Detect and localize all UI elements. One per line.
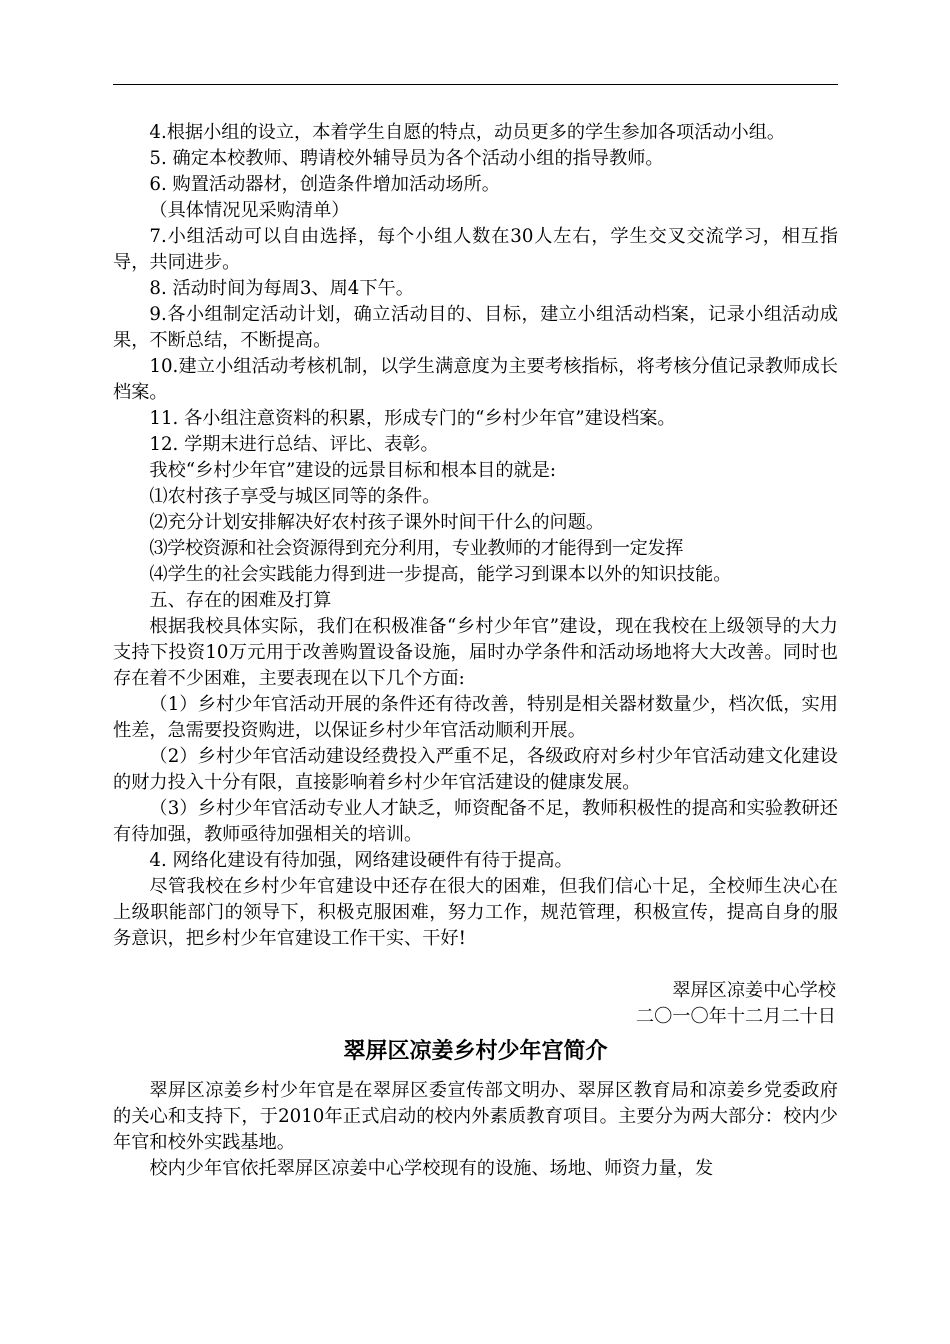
- paragraph: 翠屏区凉姜乡村少年官是在翠屏区委宣传部文明办、翠屏区教育局和凉姜乡党委政府的关心和支持下，于2010年正式启动的校内外素质教育项目。主要分为两大部分：校内少年官和校外实践基地。: [113, 1080, 838, 1153]
- section-title: 翠屏区凉姜乡村少年宫简介: [343, 1039, 608, 1064]
- paragraph: 我校“乡村少年官”建设的远景目标和根本目的就是:: [149, 460, 557, 481]
- signature-date: 二〇一〇年十二月二十日: [635, 1006, 836, 1027]
- paragraph: 7.小组活动可以自由选择，每个小组人数在30人左右，学生交叉交流学习，相互指导，共同进步。: [113, 226, 838, 273]
- list-item: ⑶学校资源和社会资源得到充分利用，专业教师的才能得到一定发挥: [149, 538, 684, 559]
- paragraph: 6. 购置活动器材，创造条件增加活动场所。: [149, 174, 500, 195]
- list-item: ⑷学生的社会实践能力得到进一步提高，能学习到课本以外的知识技能。: [149, 564, 732, 585]
- paragraph: 11. 各小组注意资料的积累，形成专门的“乡村少年官”建设档案。: [149, 408, 676, 429]
- section-heading: 五、存在的困难及打算: [149, 590, 332, 611]
- paragraph: （3）乡村少年官活动专业人才缺乏，师资配备不足，教师积极性的提高和实验教研还有待加强，教师亟待加强相关的培训。: [113, 798, 838, 845]
- paragraph: 5. 确定本校教师、聘请校外辅导员为各个活动小组的指导教师。: [149, 148, 664, 169]
- paragraph: （1）乡村少年官活动开展的条件还有待改善，特别是相关器材数量少，档次低，实用性差，急需要投资购进，以保证乡村少年官活动顺利开展。: [113, 694, 838, 741]
- paragraph: （2）乡村少年官活动建设经费投入严重不足，各级政府对乡村少年官活动建文化建设的财力投入十分有限，直接影响着乡村少年官活建设的健康发展。: [113, 746, 838, 793]
- signature-school: 翠屏区凉姜中心学校: [672, 980, 836, 1001]
- paragraph: 校内少年官依托翠屏区凉姜中心学校现有的设施、场地、师资力量，发: [149, 1158, 714, 1179]
- list-item: ⑵充分计划安排解决好农村孩子课外时间干什么的问题。: [149, 512, 605, 533]
- paragraph: 4. 网络化建设有待加强，网络建设硬件有待于提高。: [149, 850, 573, 871]
- paragraph: 4.根据小组的设立，本着学生自愿的特点，动员更多的学生参加各项活动小组。: [149, 122, 786, 143]
- list-item: ⑴农村孩子享受与城区同等的条件。: [149, 486, 441, 507]
- paragraph: 尽管我校在乡村少年官建设中还存在很大的困难，但我们信心十足，全校师生决心在上级职能部门的领导下，积极克服困难，努力工作，规范管理，积极宣传，提高自身的服务意识，把乡村少年官建设工作干实、干好!: [113, 876, 838, 949]
- paragraph: 8. 活动时间为每周3、周4下午。: [149, 278, 414, 299]
- paragraph: （具体情况见采购清单）: [149, 200, 350, 221]
- paragraph: 10.建立小组活动考核机制，以学生满意度为主要考核指标，将考核分值记录教师成长档案。: [113, 356, 838, 403]
- paragraph: 12. 学期末进行总结、评比、表彰。: [149, 434, 439, 455]
- paragraph: 9.各小组制定活动计划，确立活动目的、目标，建立小组活动档案，记录小组活动成果，不断总结，不断提高。: [113, 304, 838, 351]
- paragraph: 根据我校具体实际，我们在积极准备“乡村少年官”建设，现在我校在上级领导的大力支持下投资10万元用于改善购置设备设施，届时办学条件和活动场地将大大改善。同时也存在着不少困难，主要表现在以下几个方面:: [113, 616, 838, 689]
- document-body: [113, 120, 838, 1182]
- header-rule: [113, 84, 838, 85]
